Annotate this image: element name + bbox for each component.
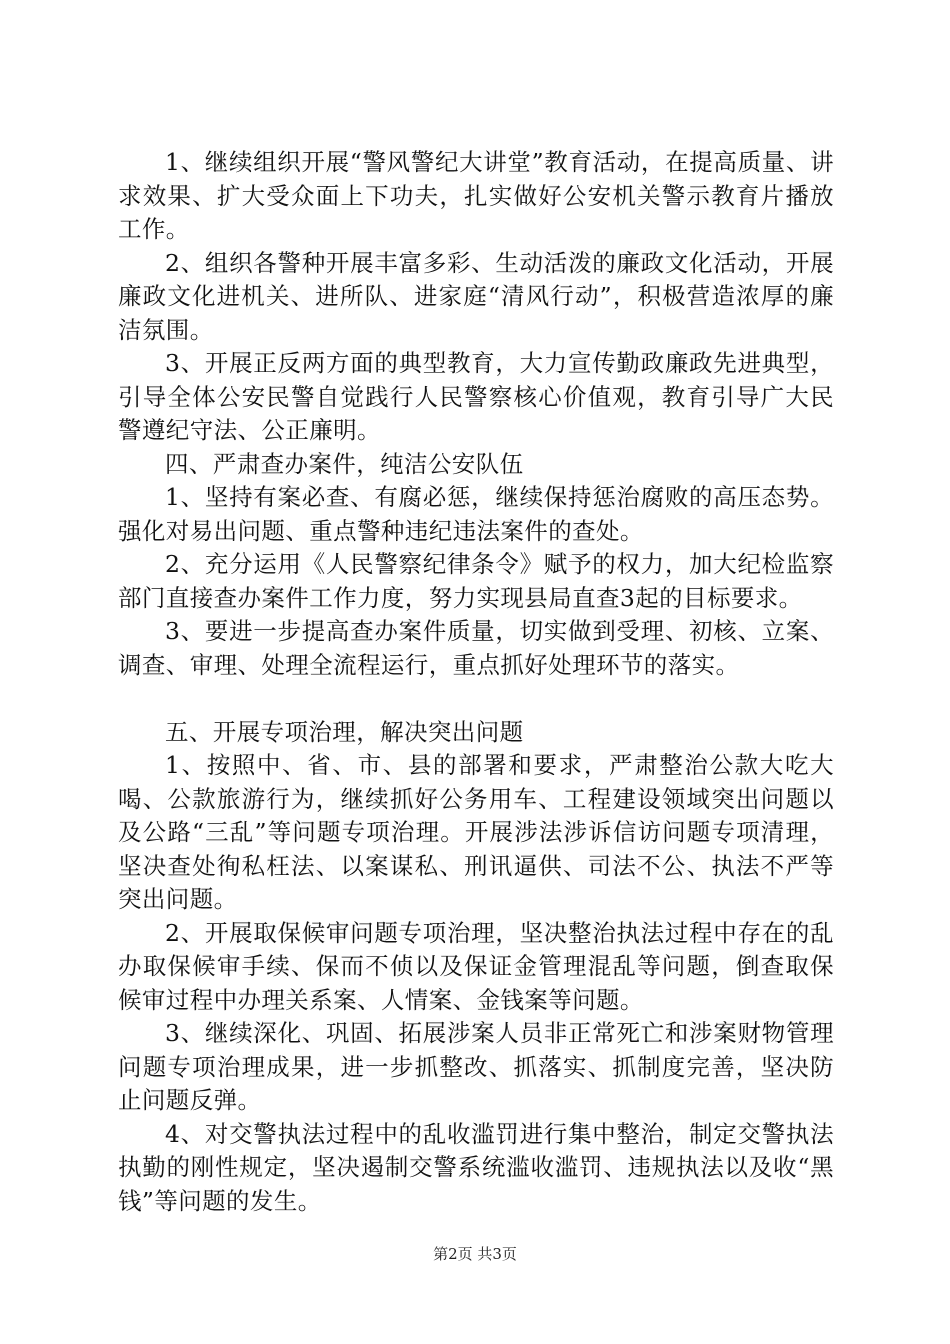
paragraph-item-4-1: 1、坚持有案必查、有腐必惩，继续保持惩治腐败的高压态势。强化对易出问题、重点警种违纪违法案件的查处。 [118, 483, 834, 545]
paragraph-item-3: 3、开展正反两方面的典型教育，大力宣传勤政廉政先进典型，引导全体公安民警自觉践行人民警察核心价值观，教育引导广大民警遵纪守法、公正廉明。 [118, 349, 834, 444]
paragraph-item-1: 1、继续组织开展“警风警纪大讲堂”教育活动，在提高质量、讲求效果、扩大受众面上下功夫，扎实做好公安机关警示教育片播放工作。 [118, 148, 834, 243]
paragraph-item-4-2: 2、充分运用《人民警察纪律条令》赋予的权力，加大纪检监察部门直接查办案件工作力度，努力实现县局直查3起的目标要求。 [118, 550, 834, 612]
document-body [118, 146, 834, 1218]
paragraph-item-4-3: 3、要进一步提高查办案件质量，切实做到受理、初核、立案、调查、审理、处理全流程运行，重点抓好处理环节的落实。 [118, 617, 834, 679]
paragraph-item-5-3: 3、继续深化、巩固、拓展涉案人员非正常死亡和涉案财物管理问题专项治理成果，进一步抓整改、抓落实、抓制度完善，坚决防止问题反弹。 [118, 1019, 834, 1114]
section-heading-5: 五、开展专项治理，解决突出问题 [165, 717, 524, 746]
paragraph-item-5-2: 2、开展取保候审问题专项治理，坚决整治执法过程中存在的乱办取保候审手续、保而不侦以及保证金管理混乱等问题，倒查取保候审过程中办理关系案、人情案、金钱案等问题。 [118, 918, 834, 1014]
section-heading-4: 四、严肃查办案件，纯洁公安队伍 [165, 449, 524, 478]
paragraph-item-5-4: 4、对交警执法过程中的乱收滥罚进行集中整治，制定交警执法执勤的刚性规定，坚决遏制交警系统滥收滥罚、违规执法以及收“黑钱”等问题的发生。 [118, 1119, 834, 1215]
page-footer: 第2页 共3页 [433, 1245, 517, 1263]
paragraph-item-2: 2、组织各警种开展丰富多彩、生动活泼的廉政文化活动，开展廉政文化进机关、进所队、进家庭“清风行动”，积极营造浓厚的廉洁氛围。 [118, 248, 834, 344]
paragraph-item-5-1: 1、按照中、省、市、县的部署和要求，严肃整治公款大吃大喝、公款旅游行为，继续抓好公务用车、工程建设领域突出问题以及公路“三乱”等问题专项治理。开展涉法涉诉信访问题专项清理，坚决查处徇私枉法、以案谋私、刑讯逼供、司法不公、执法不严等突出问题。 [118, 751, 834, 913]
